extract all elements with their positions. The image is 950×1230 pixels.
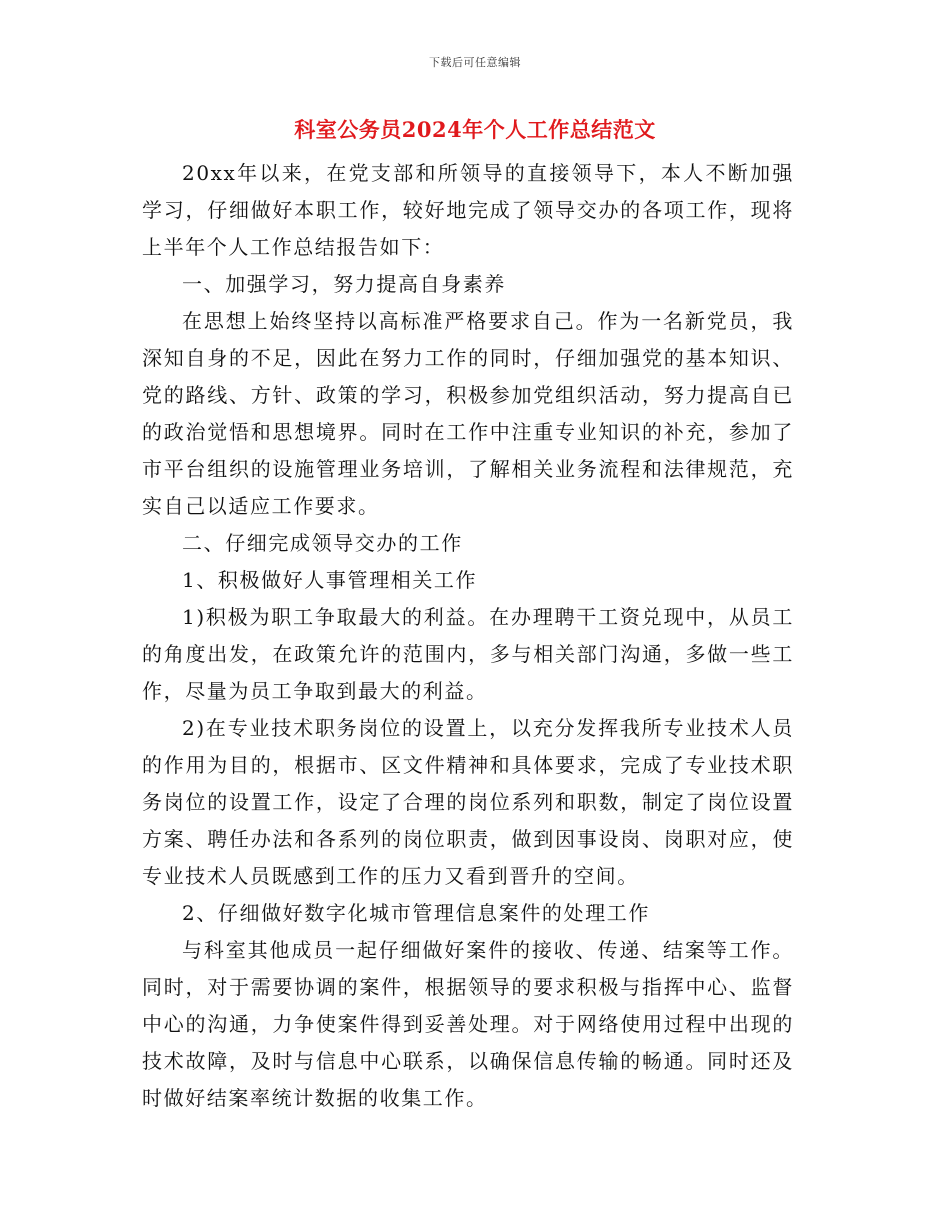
subsection-heading-2: 2、仔细做好数字化城市管理信息案件的处理工作 [182, 901, 650, 925]
paragraph: 与科室其他成员一起仔细做好案件的接收、传递、结案等工作。同时，对于需要协调的案件，根据领导的要求积极与指挥中心、监督中心的沟通，力争使案件得到妥善处理。对于网络使用过程中出现的技术故障，及时与信息中心联系，以确保信息传输的畅通。同时还及时做好结案率统计数据的收集工作。 [142, 938, 794, 1110]
document-body [142, 155, 794, 1117]
section-heading-1: 一、加强学习，努力提高自身素养 [182, 272, 506, 296]
section-heading-2: 二、仔细完成领导交办的工作 [182, 531, 463, 555]
paragraph: 在思想上始终坚持以高标准严格要求自己。作为一名新党员，我深知自身的不足，因此在努力工作的同时，仔细加强党的基本知识、党的路线、方针、政策的学习，积极参加党组织活动，努力提高自已的政治觉悟和思想境界。同时在工作中注重专业知识的补充，参加了市平台组织的设施管理业务培训，了解相关业务流程和法律规范，充实自己以适应工作要求。 [142, 309, 794, 518]
subsection-heading-1: 1、积极做好人事管理相关工作 [182, 568, 478, 592]
paragraph: 1)积极为职工争取最大的利益。在办理聘干工资兑现中，从员工的角度出发，在政策允许的范围内，多与相关部门沟通，多做一些工作，尽量为员工争取到最大的利益。 [142, 605, 794, 703]
paragraph-intro: 20xx年以来，在党支部和所领导的直接领导下，本人不断加强学习，仔细做好本职工作，较好地完成了领导交办的各项工作，现将上半年个人工作总结报告如下： [142, 161, 794, 259]
paragraph: 2)在专业技术职务岗位的设置上，以充分发挥我所专业技术人员的作用为目的，根据市、区文件精神和具体要求，完成了专业技术职务岗位的设置工作，设定了合理的岗位系列和职数，制定了岗位设置方案、聘任办法和各系列的岗位职责，做到因事设岗、岗职对应，使专业技术人员既感到工作的压力又看到晋升的空间。 [142, 716, 794, 888]
document-title: 科室公务员2024年个人工作总结范文 [294, 117, 656, 142]
header-note: 下载后可任意编辑 [429, 56, 521, 69]
